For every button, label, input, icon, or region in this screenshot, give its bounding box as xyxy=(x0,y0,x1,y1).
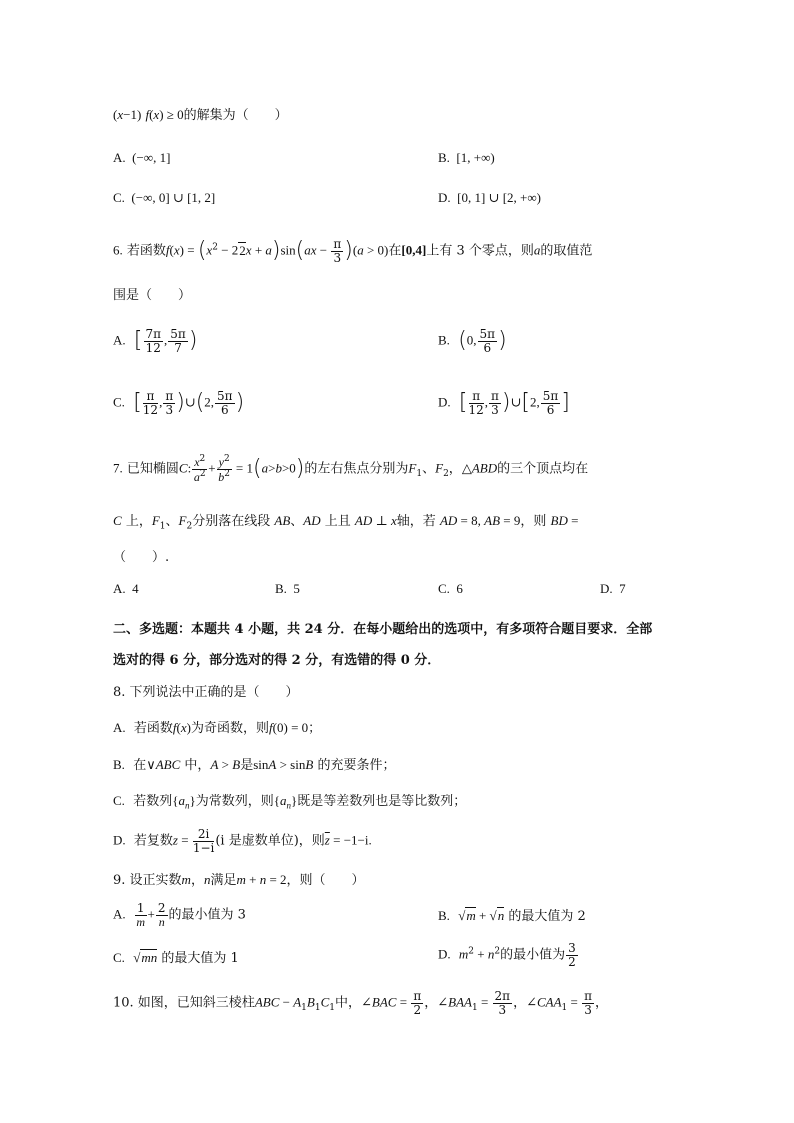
q5-option-b: B. [1, +∞) xyxy=(438,150,495,165)
q10-stem: 10. 如图，已知斜三棱柱ABC − $A_1B_1C_1$中，∠BAC = $\frac{\pi}{2}$ ，$\angle BAA_1$ = $\frac{2\pi}{3}$ ，$\angle CAA_1$ = $\frac{\pi}{3}$ ， xyxy=(113,989,609,1017)
q7-option-a: A. 4 xyxy=(113,581,139,596)
q6-stem: 6. 若函数$f(x) = (x^2 - 22x + a)\sin(ax$ − $\frac{\pi}{3}$ )(a > 0)在[0,4]上有 3 个零点，则a的取值范 xyxy=(113,237,593,265)
q9-stem: 9. 设正实数m，n满足m + n = 2，则（ ） xyxy=(113,872,365,888)
q7-paren: （ ）. xyxy=(113,550,170,565)
q8-option-d: D. 若复数z = $\frac{2i}{1-i}$ (i 是虚数单位)，则$\overline{z} = -1-i$. xyxy=(113,827,372,855)
q6-option-c: C. [ $\frac{\pi}{12}$ , $\frac{\pi}{3}$ )∪(2, $\frac{5\pi}{6}$ ) xyxy=(113,389,245,417)
q8-stem: 8. 下列说法中正确的是（ ） xyxy=(113,685,299,700)
q6-option-b: B. (0, $\frac{5\pi}{6}$ ) xyxy=(438,327,507,355)
q9-option-d: D. $m^2 + n^2$的最小值为 $\frac{3}{2}$ xyxy=(438,941,576,969)
q7-stem: 7. 已知椭圆C: $\frac{x^2}{a^2}$ + $\frac{y^2}{b^2}$ = 1(a>b>0)的左右焦点分别为$F_1$、$F_2$，△ABD的三个顶点均在 xyxy=(113,454,589,484)
q6-option-d: D. [ $\frac{\pi}{12}$ , $\frac{\pi}{3}$ )∪[2, $\frac{5\pi}{6}$ ] xyxy=(438,389,570,417)
q6-stem-line2: 围是（ ） xyxy=(113,288,192,303)
q6-option-a: A. [ $\frac{7\pi}{12}$ , $\frac{5\pi}{7}$ ) xyxy=(113,327,198,355)
q7-option-b: B. 5 xyxy=(275,581,300,596)
q5-stem: (x−1) f(x) ≥ 0的解集为（ ） xyxy=(113,107,288,123)
q5-option-c: C. (−∞, 0] ∪ [1, 2] xyxy=(113,190,216,205)
q9-option-a: A. $\frac{1}{m}$ + $\frac{2}{n}$ 的最小值为 3 xyxy=(113,901,246,929)
q8-option-a: A. 若函数f(x)为奇函数，则f(0) = 0； xyxy=(113,720,322,736)
q9-option-c: C. √mn 的最大值为 1 xyxy=(113,950,239,966)
q7-option-d: D. 7 xyxy=(600,581,626,596)
section2-heading-line2: 选对的得 6 分，部分选对的得 2 分，有选错的得 0 分． xyxy=(113,653,441,668)
q7-option-c: C. 6 xyxy=(438,581,463,596)
q8-option-b: B. 在∨ABC 中，A > B是sinA > sinB 的充要条件； xyxy=(113,757,396,773)
q7-stem-line2: C 上，$F_1$、$F_2$分别落在线段 AB、AD 上且 AD ⊥ x轴，若 AD = 8, AB = 9，则 BD = xyxy=(113,513,579,532)
section2-heading: 二、多选题：本题共 4 小题，共 24 分．在每小题给出的选项中，有多项符合题目要求．全部 xyxy=(113,622,653,637)
q5-option-a: A. (−∞, 1] xyxy=(113,150,171,165)
q5-option-d: D. [0, 1] ∪ [2, +∞) xyxy=(438,190,541,205)
q9-option-b: B. √m + √n 的最大值为 2 xyxy=(438,908,586,924)
q8-option-c: C. 若数列$\{a_n\}$为常数列，则$\{a_n\}$既是等差数列也是等比数列； xyxy=(113,793,467,811)
